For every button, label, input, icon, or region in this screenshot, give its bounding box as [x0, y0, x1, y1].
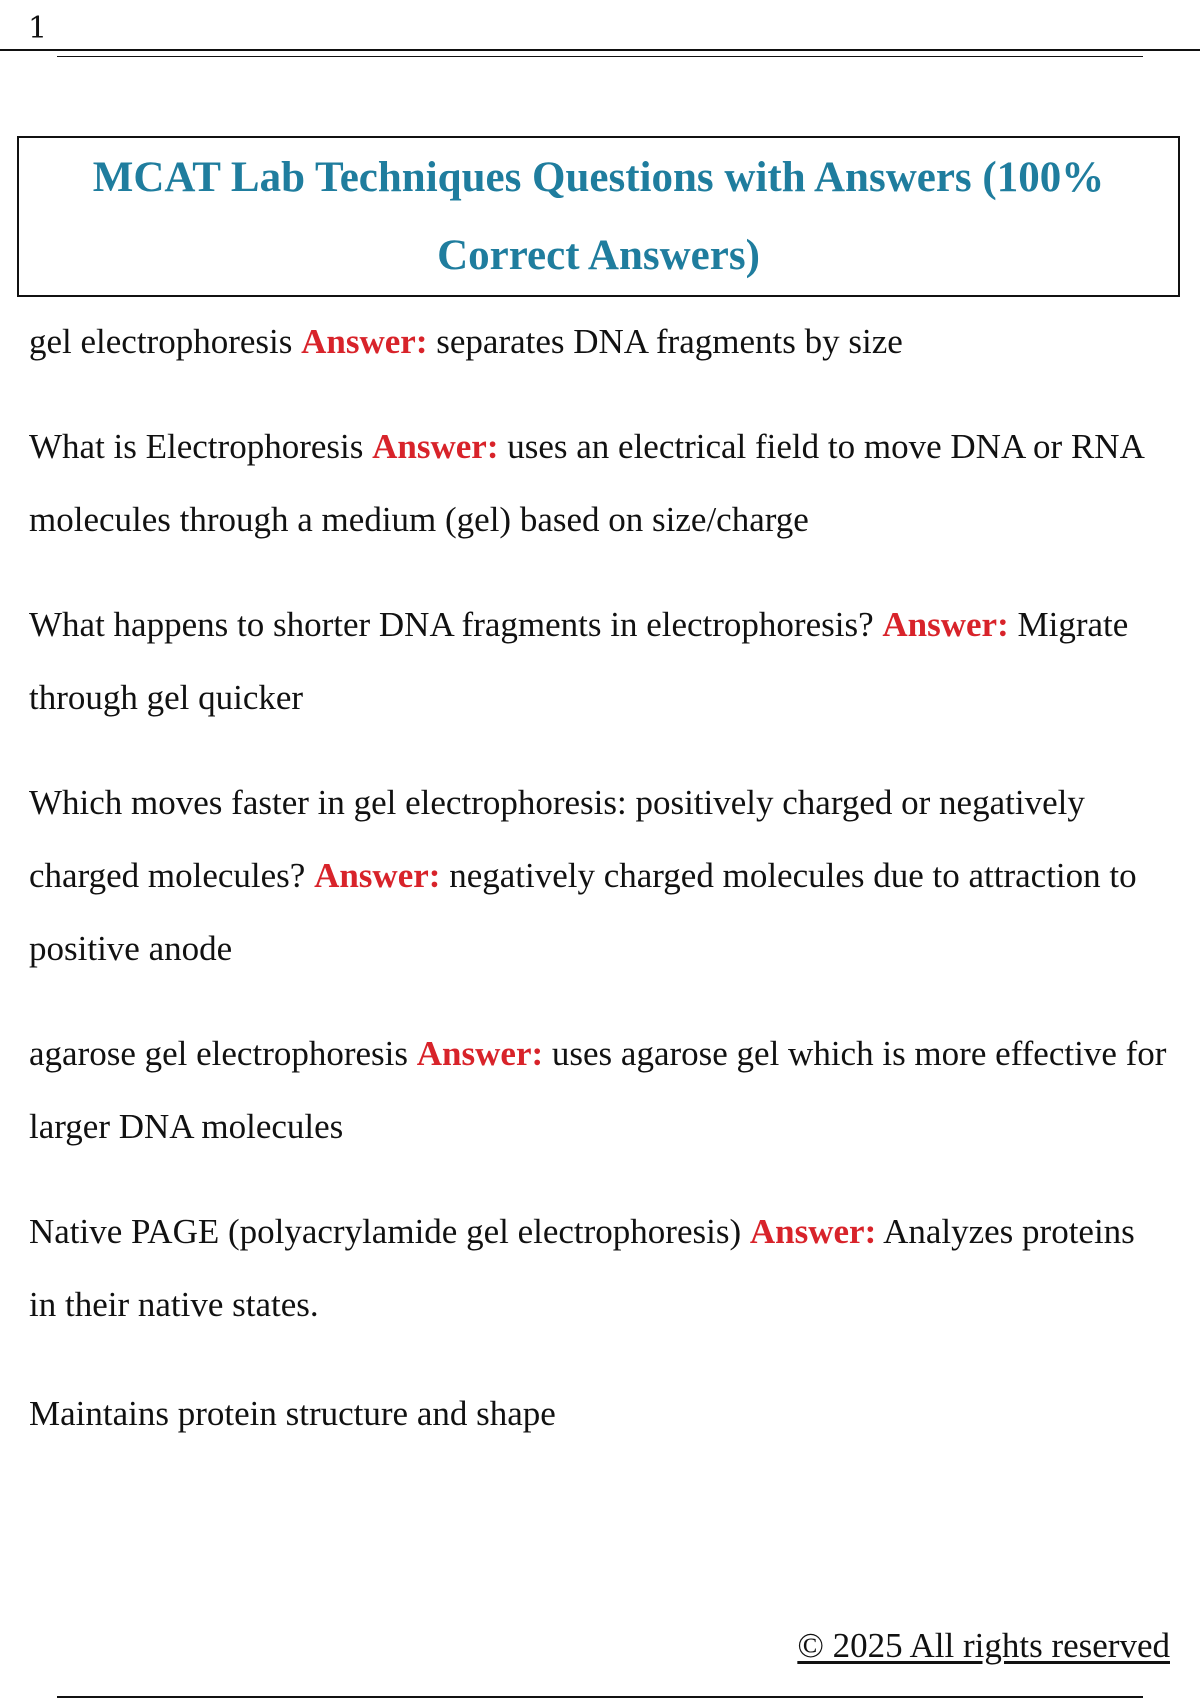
- answer-text: uses agarose gel which is more effective for larger DNA molecules: [29, 1034, 1167, 1146]
- answer-label: Answer:: [882, 605, 1009, 644]
- answer-label: Answer:: [749, 1212, 877, 1251]
- question-text: Which moves faster in gel electrophoresis: positively charged or negatively charged molecules?: [29, 783, 1085, 895]
- answer-text: negatively charged molecules due to attraction to positive anode: [29, 856, 1137, 968]
- answer-label: Answer:: [314, 856, 441, 895]
- qa-content: [29, 305, 1169, 1450]
- answer-text: uses an electrical field to move DNA or RNA molecules through a medium (gel) based on size/charge: [29, 427, 1143, 539]
- question-text: agarose gel electrophoresis: [29, 1034, 409, 1073]
- note-text: Maintains protein structure and shape: [29, 1394, 556, 1433]
- title-box: [17, 136, 1180, 297]
- question-text: What is Electrophoresis: [29, 427, 364, 466]
- qa-item: [29, 410, 1169, 556]
- footer-rule: [57, 1696, 1143, 1698]
- qa-item: [29, 305, 1169, 378]
- question-text: What happens to shorter DNA fragments in electrophoresis?: [29, 605, 874, 644]
- answer-text: Analyzes proteins in their native states.: [29, 1212, 1135, 1324]
- answer-text: separates DNA fragments by size: [436, 322, 903, 361]
- answer-text: Migrate through gel quicker: [29, 605, 1129, 717]
- page-number: 1: [28, 11, 48, 46]
- qa-item: [29, 588, 1169, 734]
- qa-item: [29, 1017, 1169, 1163]
- question-text: gel electrophoresis: [29, 322, 293, 361]
- header-rule: [0, 49, 1200, 51]
- header-rule-inner: [57, 56, 1143, 57]
- answer-label: Answer:: [416, 1034, 544, 1073]
- qa-item: [29, 1195, 1169, 1341]
- document-title: MCAT Lab Techniques Questions with Answers (100% Correct Answers): [92, 153, 1105, 279]
- question-text: Native PAGE (polyacrylamide gel electrophoresis): [29, 1212, 742, 1251]
- copyright-text: © 2025 All rights reserved: [797, 1626, 1170, 1665]
- answer-label: Answer:: [301, 322, 428, 361]
- answer-label: Answer:: [372, 427, 499, 466]
- qa-item: [29, 766, 1169, 985]
